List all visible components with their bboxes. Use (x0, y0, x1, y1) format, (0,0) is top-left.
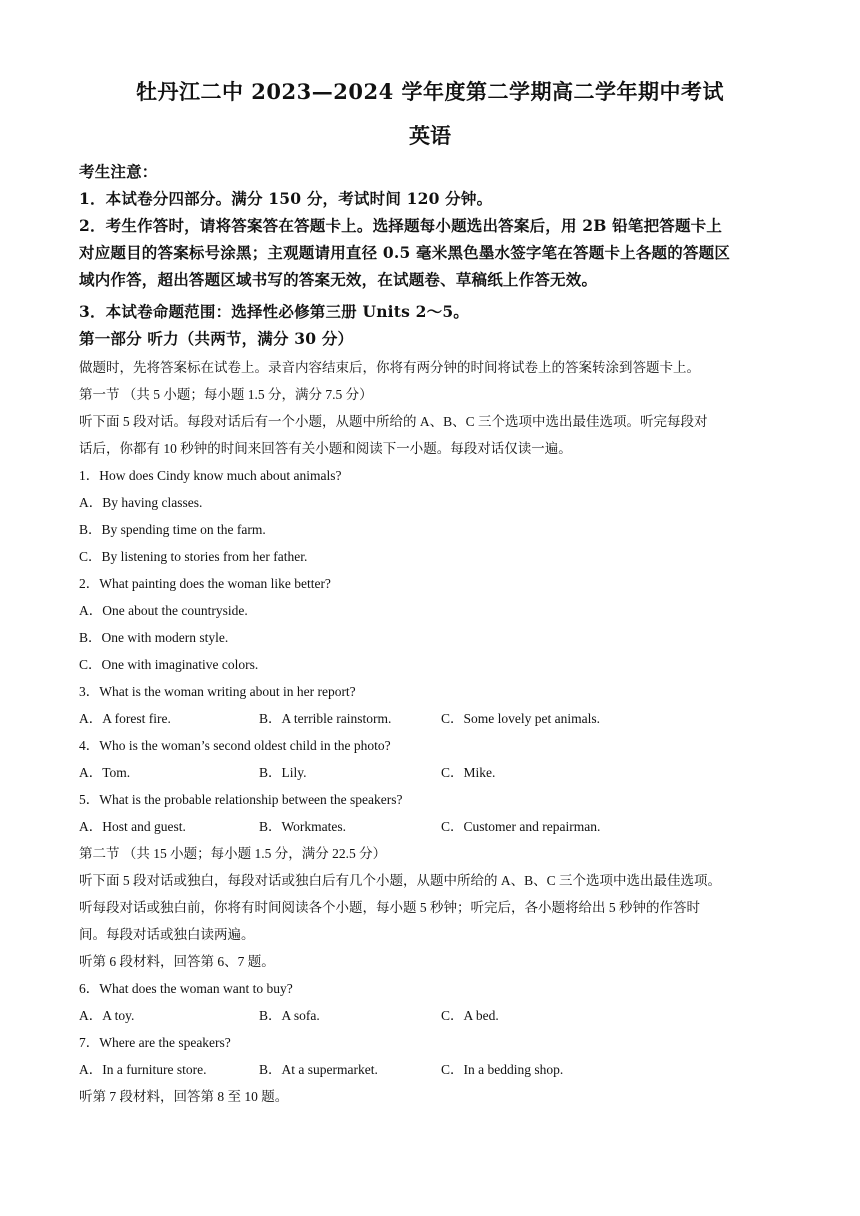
section1-instruction-line-1: 听下面 5 段对话。每段对话后有一个小题，从题中所给的 A、B、C 三个选项中选出最佳选项。听完每段对 (79, 414, 708, 429)
section1-instruction-line-2: 话后，你都有 10 秒钟的时间来回答有关小题和阅读下一小题。每段对话仅读一遍。 (79, 441, 572, 456)
question-3-option-a: A．A forest fire. (79, 711, 171, 726)
question-4-stem: 4．Who is the woman’s second oldest child in the photo? (79, 738, 391, 753)
question-2-option-a: A．One about the countryside. (79, 603, 248, 618)
question-6-stem: 6．What does the woman want to buy? (79, 981, 293, 996)
exam-subject: 英语 (409, 123, 451, 148)
section1-heading: 第一节 （共 5 小题；每小题 1.5 分，满分 7.5 分） (79, 387, 373, 402)
section2-instruction-line-3: 间。每段对话或独白读两遍。 (79, 927, 255, 942)
question-3-stem: 3．What is the woman writing about in her report? (79, 684, 356, 699)
question-5-option-a: A．Host and guest. (79, 819, 186, 834)
question-1-option-a: A．By having classes. (79, 495, 203, 510)
notice-item-3: 3．本试卷命题范围：选择性必修第三册 Units 2～5。 (79, 302, 470, 321)
emphasized-text: 在试题卷、草稿纸上作答无效 (377, 270, 581, 290)
question-3-option-c: C．Some lovely pet animals. (441, 711, 600, 726)
question-2-option-b: B．One with modern style. (79, 630, 229, 645)
question-1-option-c: C．By listening to stories from her father. (79, 549, 308, 564)
question-6-option-b: B．A sofa. (259, 1008, 320, 1023)
notice-text: 域内作答， (79, 270, 158, 289)
question-5-option-b: B．Workmates. (259, 819, 347, 834)
notice-heading: 考生注意： (79, 162, 158, 181)
question-6-option-a: A．A toy. (79, 1008, 135, 1023)
notice-item-2-line-1: 2．考生作答时，请将答案答在答题卡上。选择题每小题选出答案后，用 2B 铅笔把答题卡上 (79, 216, 723, 235)
question-5-stem: 5．What is the probable relationship between the speakers? (79, 792, 403, 807)
question-7-option-c: C．In a bedding shop. (441, 1062, 564, 1077)
section2-instruction-line-2: 听每段对话或独白前，你将有时间阅读各个小题，每小题 5 秒钟；听完后，各小题将给出 5 秒钟的作答时 (79, 900, 700, 915)
question-7-option-b: B．At a supermarket. (259, 1062, 378, 1077)
question-4-option-b: B．Lily. (259, 765, 307, 780)
notice-text: ， (361, 270, 378, 289)
question-1-stem: 1．How does Cindy know much about animals? (79, 468, 342, 483)
question-3-option-b: B．A terrible rainstorm. (259, 711, 392, 726)
question-5-option-c: C．Customer and repairman. (441, 819, 601, 834)
notice-item-1: 1．本试卷分四部分。满分 150 分，考试时间 120 分钟。 (79, 189, 493, 208)
notice-text: 。 (581, 270, 598, 289)
notice-item-2-line-3 (79, 268, 785, 290)
exam-title: 牡丹江二中 2023—2024 学年度第二学期高二学年期中考试 (135, 79, 724, 104)
material-6-note: 听第 6 段材料，回答第 6、7 题。 (79, 954, 275, 969)
notice-item-2-line-2: 对应题目的答案标号涂黑；主观题请用直径 0.5 毫米黑色墨水签字笔在答题卡上各题的答题区 (79, 243, 731, 262)
question-4-option-a: A．Tom. (79, 765, 131, 780)
question-4-option-c: C．Mike. (441, 765, 496, 780)
section2-instruction-line-1: 听下面 5 段对话或独白，每段对话或独白后有几个小题，从题中所给的 A、B、C 三个选项中选出最佳选项。 (79, 873, 722, 888)
question-1-option-b: B．By spending time on the farm. (79, 522, 266, 537)
question-6-option-c: C．A bed. (441, 1008, 499, 1023)
question-7-option-a: A．In a furniture store. (79, 1062, 207, 1077)
question-2-stem: 2．What painting does the woman like better? (79, 576, 331, 591)
emphasized-text: 超出答题区域书写的答案无效 (158, 270, 362, 290)
question-7-stem: 7．Where are the speakers? (79, 1035, 231, 1050)
part1-heading: 第一部分 听力（共两节，满分 30 分） (79, 329, 354, 348)
part1-intro: 做题时，先将答案标在试卷上。录音内容结束后，你将有两分钟的时间将试卷上的答案转涂到答题卡上。 (79, 360, 700, 375)
question-2-option-c: C．One with imaginative colors. (79, 657, 259, 672)
material-7-note: 听第 7 段材料，回答第 8 至 10 题。 (79, 1089, 289, 1104)
section2-heading: 第二节 （共 15 小题；每小题 1.5 分，满分 22.5 分） (79, 846, 387, 861)
